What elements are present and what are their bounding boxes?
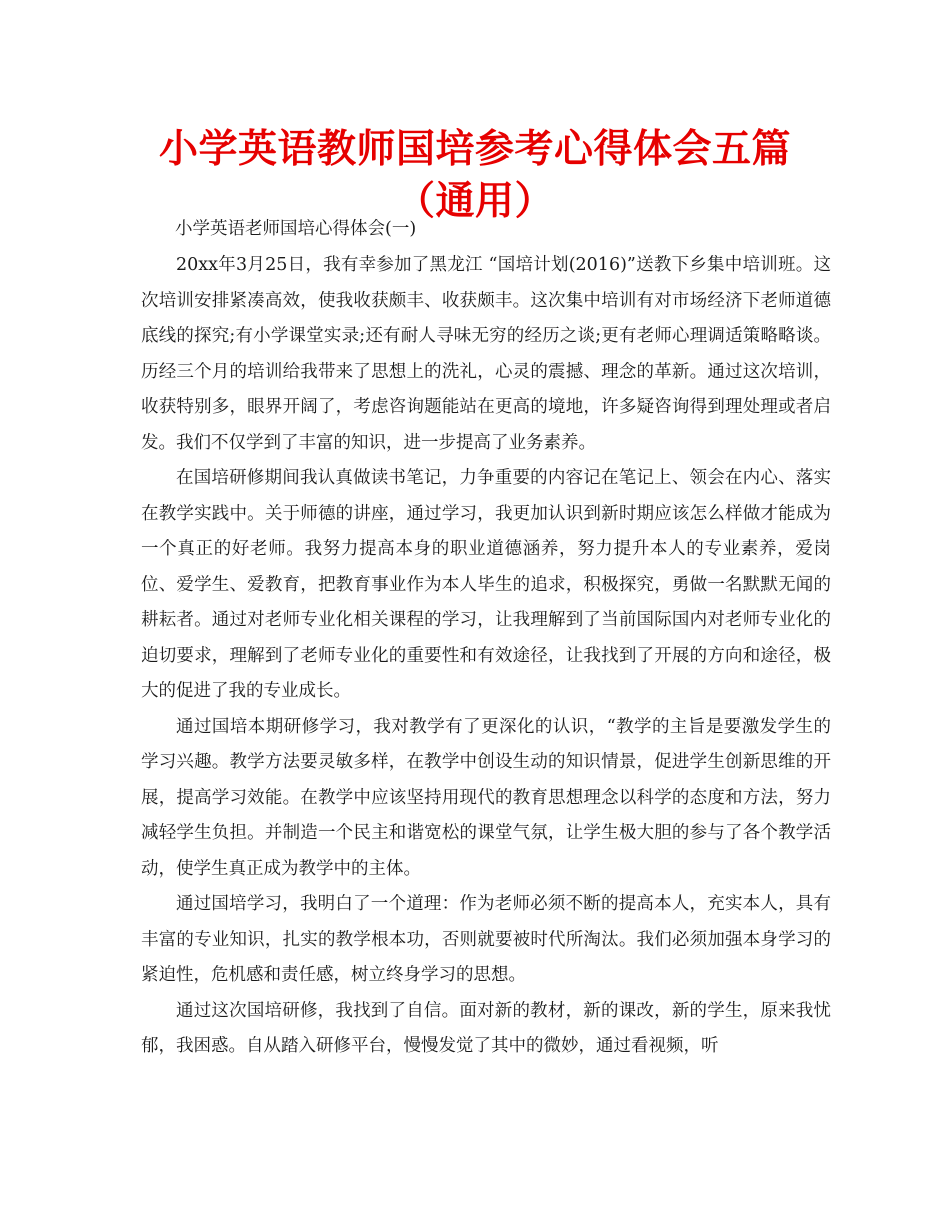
paragraph: 通过国培学习，我明白了一个道理：作为老师必须不断的提高本人，充实本人，具有丰富的专业知识，扎实的教学根本功，否则就要被时代所淘汰。我们必须加强本身学习的紧迫性，危机感和责任感，树立终身学习的思想。 — [141, 894, 831, 985]
document-body — [141, 210, 831, 1065]
paragraph: 20xx年3月25日，我有幸参加了黑龙江 “国培计划(2016)”送教下乡集中培训班。这次培训安排紧凑高效，使我收获颇丰、收获颇丰。这次集中培训有对市场经济下老师道德底线的探究;有小学课堂实录;还有耐人寻味无穷的经历之谈;更有老师心理调适策略略谈。历经三个月的培训给我带来了思想上的洗礼，心灵的震撼、理念的革新。通过这次培训，收获特别多，眼界开阔了，考虑咨询题能站在更高的境地，许多疑咨询得到理处理或者启发。我们不仅学到了丰富的知识，进一步提高了业务素养。 — [141, 255, 831, 453]
section-heading: 小学英语老师国培心得体会(一) — [175, 219, 417, 239]
paragraph: 在国培研修期间我认真做读书笔记，力争重要的内容记在笔记上、领会在内心、落实在教学实践中。关于师德的讲座，通过学习，我更加认识到新时期应该怎么样做才能成为一个真正的好老师。我努力提高本身的职业道德涵养，努力提升本人的专业素养，爱岗位、爱学生、爱教育，把教育事业作为本人毕生的追求，积极探究，勇做一名默默无闻的耕耘者。通过对老师专业化相关课程的学习，让我理解到了当前国际国内对老师专业化的迫切要求，理解到了老师专业化的重要性和有效途径，让我找到了开展的方向和途径，极大的促进了我的专业成长。 — [141, 468, 831, 701]
document-title: 小学英语教师国培参考心得体会五篇（通用） — [158, 127, 791, 224]
paragraph: 通过国培本期研修学习，我对教学有了更深化的认识，“教学的主旨是要激发学生的学习兴趣。教学方法要灵敏多样，在教学中创设生动的知识情景，促进学生创新思维的开展，提高学习效能。在教学中应该坚持用现代的教育思想理念以科学的态度和方法，努力减轻学生负担。并制造一个民主和谐宽松的课堂气氛，让学生极大胆的参与了各个教学活动，使学生真正成为教学中的主体。 — [141, 716, 831, 879]
paragraph: 通过这次国培研修，我找到了自信。面对新的教材，新的课改，新的学生，原来我忧郁，我困惑。自从踏入研修平台，慢慢发觉了其中的微妙，通过看视频，听 — [141, 1000, 831, 1056]
